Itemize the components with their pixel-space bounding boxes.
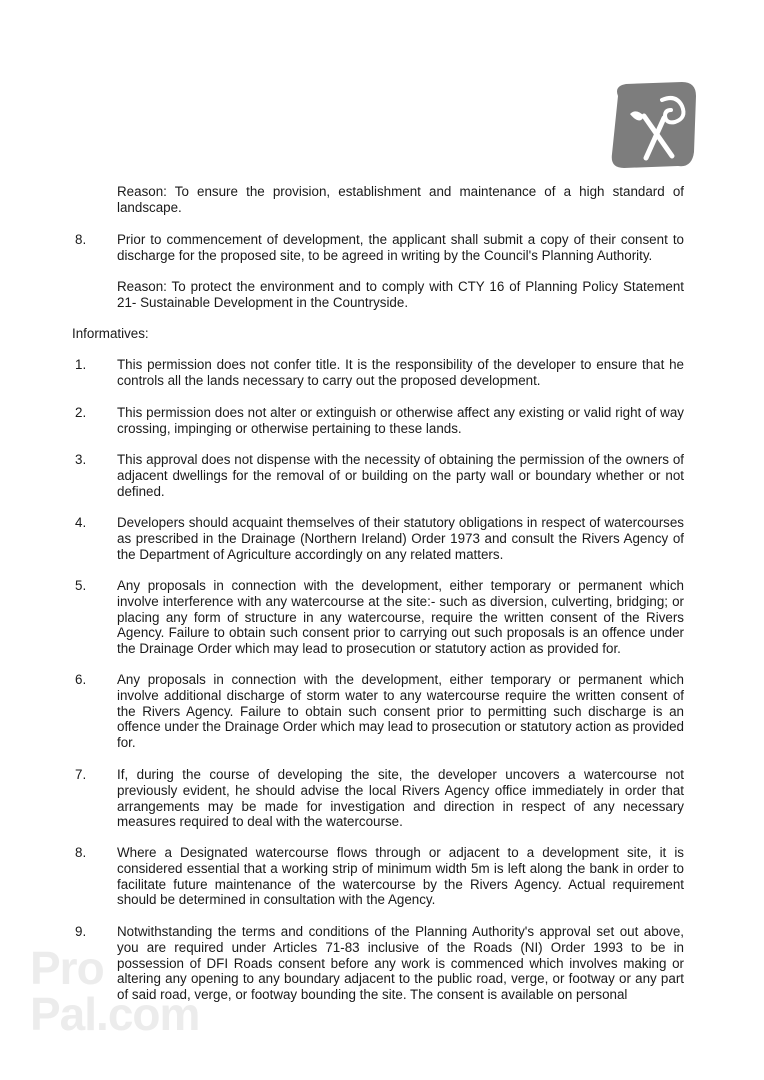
informative-7-text: If, during the course of developing the site, the developer uncovers a watercourse not previously evident, he should advise the local Rivers Agency office immediately in order that arrangements may be made for investigation and direction in respect of any necessary measures required to deal with the watercourse. [117,767,684,830]
informatives-heading: Informatives: [72,326,149,341]
informative-9-text: Notwithstanding the terms and conditions of the Planning Authority's approval set out above, you are required under Articles 71-83 inclusive of the Roads (NI) Order 1993 to be in possession of DFI Roads consent before any work is commenced which involves making or altering any opening to any boundary adjacent to the public road, verge, or footway or any part of said road, verge, or footway bounding the site. The consent is available on personal [117,924,684,1003]
informative-8-number: 8. [75,845,87,860]
informative-2-text: This permission does not alter or extinguish or otherwise affect any existing or valid right of way crossing, impinging or otherwise pertaining to these lands. [117,405,684,436]
informative-5-number: 5. [75,578,87,593]
watermark-line-1: Pro [30,942,104,994]
informative-3-text: This approval does not dispense with the necessity of obtaining the permission of the owners of adjacent dwellings for the removal of or building on the party wall or boundary whether or not defined. [117,452,684,499]
informative-6-text: Any proposals in connection with the development, either temporary or permanent which involve additional discharge of storm water to any watercourse require the written consent of the Rivers Agency. Failure to obtain such consent prior to permitting such discharge is an offence under the Drainage Order which may lead to prosecution or statutory action as provided for. [117,672,684,751]
reason-landscape-text: Reason: To ensure the provision, establishment and maintenance of a high standard of landscape. [117,184,684,215]
informative-1-number: 1. [75,357,87,372]
informative-2-number: 2. [75,405,87,420]
condition-8-text: Prior to commencement of development, the applicant shall submit a copy of their consent to discharge for the proposed site, to be agreed in writing by the Council's Planning Authority. [117,232,684,263]
informative-8-text: Where a Designated watercourse flows through or adjacent to a development site, it is considered essential that a working strip of minimum width 5m is left along the bank in order to facilitate future maintenance of the watercourse by the Rivers Agency. Actual requirement should be determined in consultation with the Agency. [117,845,684,908]
informative-7-number: 7. [75,767,87,782]
informative-1-text: This permission does not confer title. It is the responsibility of the developer to ensure that he controls all the lands necessary to carry out the proposed development. [117,357,684,388]
informative-4-text: Developers should acquaint themselves of their statutory obligations in respect of watercourses as prescribed in the Drainage (Northern Ireland) Order 1973 and consult the Rivers Agency of the Department of Agriculture accordingly on any related matters. [117,515,684,562]
informative-3-number: 3. [75,452,87,467]
informative-5-text: Any proposals in connection with the development, either temporary or permanent which involve interference with any watercourse at the site:- such as diversion, culverting, bridging; or placing any form of structure in any watercourse, require the written consent of the Rivers Agency. Failure to obtain such consent prior to carrying out such proposals is an offence under the Drainage Order which may lead to prosecution or statutory action as provided for. [117,578,684,657]
informative-9-number: 9. [75,924,87,939]
watermark-line-2: Pal.com [30,988,200,1040]
informative-4-number: 4. [75,515,87,530]
reason-environment-text: Reason: To protect the environment and to comply with CTY 16 of Planning Policy Statement 21- Sustainable Development in the Countryside. [117,279,684,310]
condition-8-number: 8. [75,232,87,247]
propal-watermark [30,942,200,1040]
informative-6-number: 6. [75,672,87,687]
council-logo-icon [604,78,700,174]
